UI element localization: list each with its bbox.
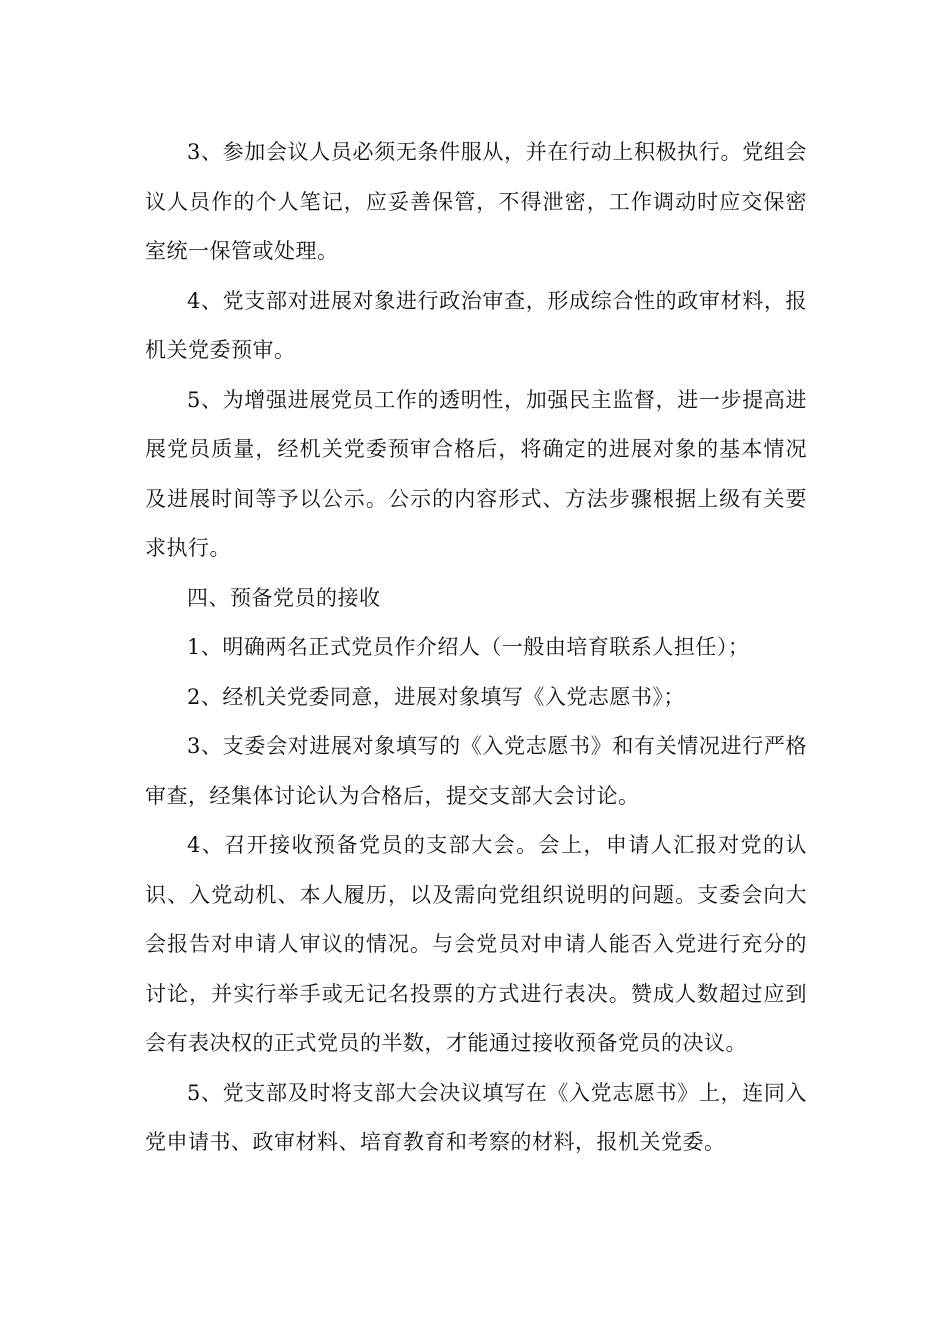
paragraph-item-5-submit-resolution: 5、党支部及时将支部大会决议填写在《入党志愿书》上，连同入党申请书、政审材料、培育教育和考察的材料，报机关党委。	[145, 1080, 807, 1154]
paragraph-item-3-committee-review: 3、支委会对进展对象填写的《入党志愿书》和有关情况进行严格审查，经集体讨论认为合格后，提交支部大会讨论。	[145, 734, 807, 808]
paragraph-item-3-meeting-discipline: 3、参加会议人员必须无条件服从，并在行动上积极执行。党组会议人员作的个人笔记，应妥善保管，不得泄密，工作调动时应交保密室统一保管或处理。	[145, 140, 807, 263]
paragraph-item-4-political-review: 4、党支部对进展对象进行政治审查，形成综合性的政审材料，报机关党委预审。	[145, 288, 807, 362]
paragraph-item-2-application-form: 2、经机关党委同意，进展对象填写《入党志愿书》；	[187, 684, 685, 709]
paragraph-item-5-public-notice: 5、为增强进展党员工作的透明性，加强民主监督，进一步提高进展党员质量，经机关党委预审合格后，将确定的进展对象的基本情况及进展时间等予以公示。公示的内容形式、方法步骤根据上级有关要求执行。	[145, 387, 807, 560]
paragraph-item-4-branch-meeting: 4、召开接收预备党员的支部大会。会上，申请人汇报对党的认识、入党动机、本人履历，以及需向党组织说明的问题。支委会向大会报告对申请人审议的情况。与会党员对申请人能否入党进行充分的讨论，并实行举手或无记名投票的方式进行表决。赞成人数超过应到会有表决权的正式党员的半数，才能通过接收预备党员的决议。	[145, 833, 807, 1055]
section-heading-probationary-members: 四、预备党员的接收	[187, 585, 381, 610]
document-body	[145, 128, 807, 1168]
paragraph-item-1-sponsors: 1、明确两名正式党员作介绍人（一般由培育联系人担任）；	[187, 635, 750, 659]
